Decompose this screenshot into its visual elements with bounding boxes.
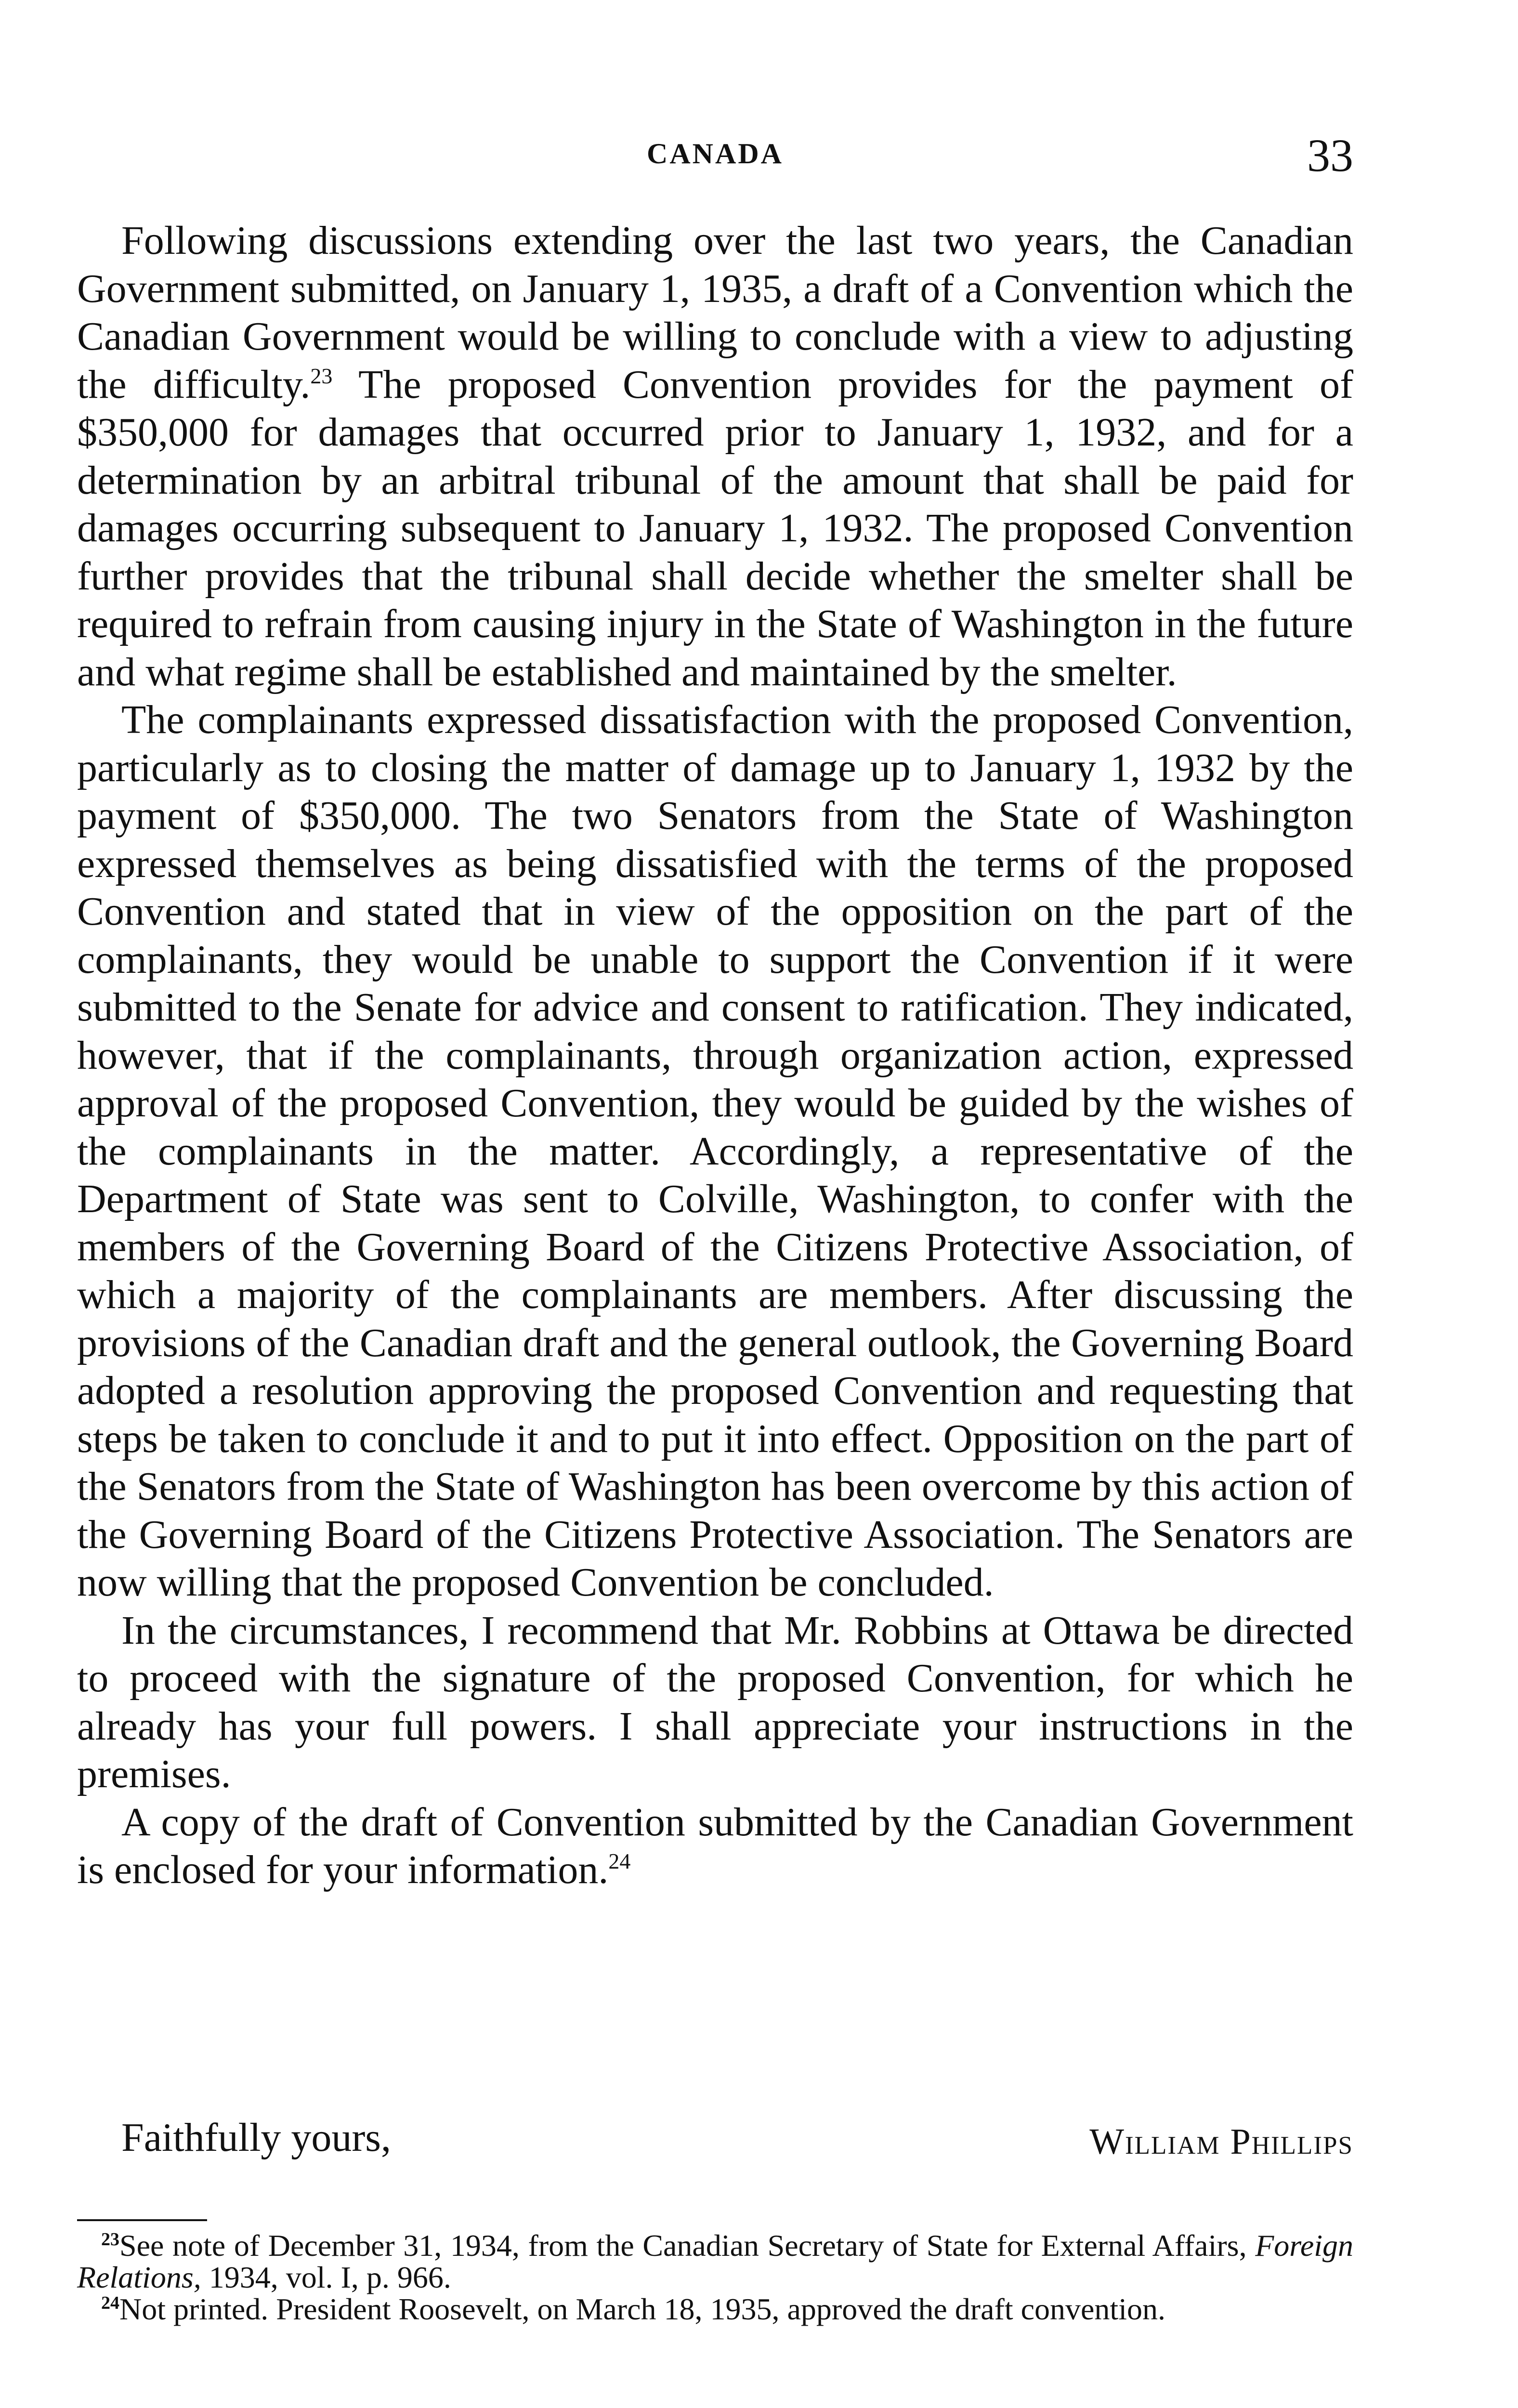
- footnote-reference: 23: [310, 363, 333, 388]
- paragraph-text: The proposed Convention provides for the payment of $350,000 for damages that occurred prior to January 1, 1932, and for a determination by an arbitral tribunal of the amount that shall be paid for damages occurring subsequent to January 1, 1932. The proposed Convention further provides that the tribunal shall decide whether the smelter shall be required to refrain from causing injury in the State of Washington in the future and what regime shall be established and maintained by the smelter.: [77, 362, 1353, 694]
- paragraph: The complainants expressed dissatisfaction with the proposed Convention, particularly as to closing the matter of damage up to January 1, 1932 by the payment of $350,000. The two Senators from the State of Washington expressed themselves as being dissatisfied with the terms of the proposed Convention and stated that in view of the opposition on the part of the complainants, they would be unable to support the Convention if it were submitted to the Senate for advice and consent to ratification. They indicated, however, that if the complainants, through organization action, expressed approval of the proposed Convention, they would be guided by the wishes of the complainants in the matter. Accordingly, a representative of the Department of State was sent to Colville, Washington, to confer with the members of the Governing Board of the Citizens Protective Association, of which a majority of the complainants are members. After discussing the provisions of the Canadian draft and the general outlook, the Governing Board adopted a resolution approving the proposed Convention and requesting that steps be taken to conclude it and to put it into effect. Opposition on the part of the Senators from the State of Washington has been overcome by this action of the Governing Board of the Citizens Protective Association. The Senators are now willing that the proposed Convention be concluded.: [77, 697, 1353, 1605]
- footnotes: [77, 2230, 1353, 2325]
- footnote-text: See note of December 31, 1934, from the Canadian Secretary of State for External Affairs,: [119, 2228, 1256, 2263]
- paragraph: [77, 217, 1353, 696]
- page-number: 33: [1307, 130, 1353, 181]
- footnote-text: 1934, vol. I, p. 966.: [201, 2260, 451, 2294]
- footnote-citation-title: Foreign Relations,: [77, 2228, 1353, 2294]
- footnote-marker: 23: [101, 2229, 119, 2250]
- letter-closing: [77, 2114, 1353, 2167]
- footnote-rule: [77, 2219, 207, 2221]
- footnote-reference: 24: [608, 1849, 631, 1873]
- running-title: CANADA: [647, 138, 784, 170]
- paragraph: [77, 1798, 1353, 1894]
- valediction: Faithfully yours,: [121, 2115, 391, 2160]
- letter-body: [77, 217, 1353, 1894]
- signature: William Phillips: [1089, 2121, 1353, 2162]
- paragraph-text: A copy of the draft of Convention submitted by the Canadian Government is enclosed for your information.: [77, 1799, 1353, 1892]
- paragraph: In the circumstances, I recommend that Mr. Robbins at Ottawa be directed to proceed with the signature of the proposed Convention, for which he already has your full powers. I shall appreciate your instructions in the premises.: [77, 1608, 1353, 1796]
- footnote: [77, 2230, 1353, 2293]
- running-header: [77, 130, 1353, 190]
- footnote-marker: 24: [101, 2293, 119, 2313]
- footnote: [77, 2293, 1353, 2325]
- footnote-text: Not printed. President Roosevelt, on March 18, 1935, approved the draft convention.: [119, 2292, 1165, 2326]
- paragraph-text: Following discussions extending over the last two years, the Canadian Government submitted, on January 1, 1935, a draft of a Convention which the Canadian Government would be willing to conclude with a view to adjusting the difficulty.: [77, 218, 1353, 407]
